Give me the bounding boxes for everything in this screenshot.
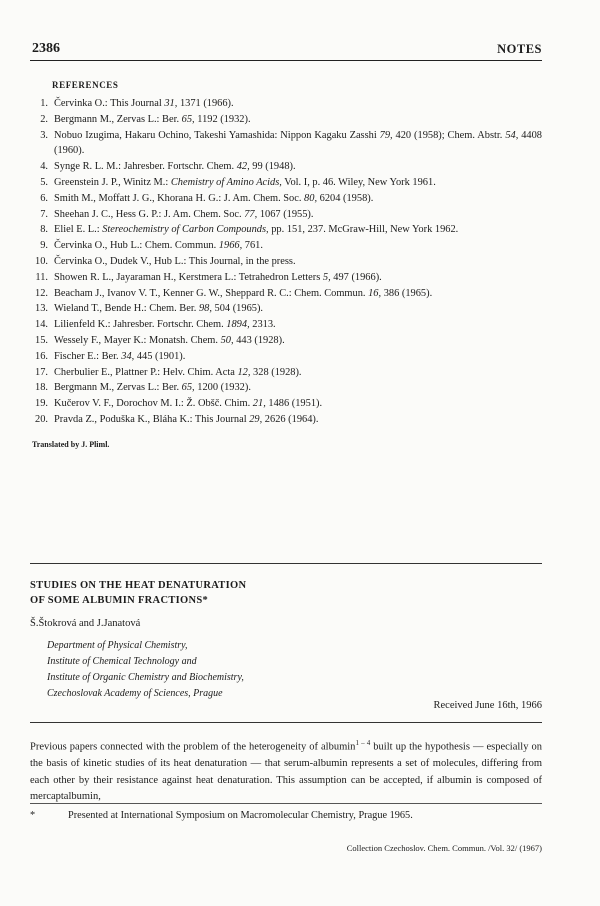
article-body-rule <box>30 722 542 723</box>
page-number: 2386 <box>32 41 60 56</box>
reference-item <box>30 112 542 128</box>
reference-segment: 386 (1965). <box>381 287 433 299</box>
reference-segment: 2313. <box>249 319 276 331</box>
reference-italic-segment: 80, <box>304 192 318 204</box>
reference-segment: Wieland T., Bende H.: Chem. Ber. <box>54 303 199 315</box>
article-title <box>30 578 246 608</box>
reference-segment: Synge R. L. M.: Jahresber. Fortschr. Chem. <box>54 161 237 173</box>
reference-item <box>30 238 542 254</box>
reference-number: 10. <box>35 255 48 267</box>
reference-text <box>54 349 542 365</box>
reference-segment: 4408 (1960). <box>54 129 542 157</box>
reference-segment: 1067 (1955). <box>257 208 314 220</box>
reference-number: 12. <box>35 287 48 299</box>
body-text-segment: built up the hypothesis — especially on the basis of kinetic studies of its heat denaturation — that serum-albumin represents a set of molecules, differing from each other by their resistance against heat denaturation. This assumption can be accepted, if albumin is composed of mercaptalbumin, <box>30 741 542 803</box>
reference-segment: 328 (1928). <box>250 366 302 378</box>
affiliation-line: Institute of Organic Chemistry and Biochemistry, <box>47 672 244 683</box>
reference-segment: Greenstein J. P., Winitz M.: <box>54 176 171 188</box>
reference-text <box>54 380 542 396</box>
reference-text <box>54 254 542 270</box>
reference-italic-segment: 79, <box>379 129 393 141</box>
reference-text <box>54 412 542 428</box>
reference-italic-segment: 1894, <box>226 319 250 331</box>
reference-segment: 1200 (1932). <box>194 382 251 394</box>
reference-segment: 6204 (1958). <box>317 192 374 204</box>
reference-italic-segment: 65, <box>181 382 195 394</box>
reference-segment: Červinka O., Dudek V., Hub L.: This Journal, in the press. <box>54 255 296 267</box>
reference-text <box>54 396 542 412</box>
reference-item <box>30 191 542 207</box>
reference-segment: 443 (1928). <box>233 334 285 346</box>
reference-text <box>54 333 542 349</box>
affiliation <box>47 638 244 702</box>
reference-segment: Showen R. L., Jayaraman H., Kerstmera L.: Tetrahedron Letters <box>54 271 323 283</box>
reference-number: 2. <box>40 113 48 125</box>
reference-segment: 1371 (1966). <box>177 98 234 109</box>
reference-item <box>30 349 542 365</box>
reference-item <box>30 333 542 349</box>
reference-text <box>54 159 542 175</box>
reference-item <box>30 175 542 191</box>
reference-text <box>54 175 542 191</box>
reference-segment: 1192 (1932). <box>194 113 251 125</box>
reference-segment: Fischer E.: Ber. <box>54 350 122 362</box>
reference-number: 9. <box>40 240 48 252</box>
reference-segment: 761. <box>242 240 263 252</box>
footnote-rule <box>30 803 542 804</box>
reference-italic-segment: 34, <box>121 350 135 362</box>
affiliation-line: Department of Physical Chemistry, <box>47 640 188 651</box>
references-heading: REFERENCES <box>52 80 119 90</box>
reference-number: 5. <box>40 176 48 188</box>
reference-text <box>54 365 542 381</box>
article-authors <box>30 618 140 629</box>
reference-italic-segment: 77, <box>244 208 258 220</box>
received-date: Received June 16th, 1966 <box>433 700 542 711</box>
footnote-text: Presented at International Symposium on Macromolecular Chemistry, Prague 1965. <box>68 810 413 821</box>
translator-note: Translated by J. Pliml. <box>32 440 110 449</box>
reference-item <box>30 396 542 412</box>
reference-segment: Červinka O.: This Journal <box>54 98 165 109</box>
reference-text <box>54 112 542 128</box>
reference-segment: Nobuo Izugima, Hakaru Ochino, Takeshi Yamashida: Nippon Kagaku Zasshi <box>54 129 380 141</box>
reference-text <box>54 301 542 317</box>
reference-number: 18. <box>35 382 48 394</box>
reference-number: 4. <box>40 161 48 173</box>
reference-italic-segment: 21, <box>252 398 266 410</box>
article-title-line: OF SOME ALBUMIN FRACTIONS* <box>30 595 209 606</box>
references-list <box>30 96 542 428</box>
reference-item <box>30 254 542 270</box>
reference-item <box>30 301 542 317</box>
reference-number: 3. <box>40 129 48 141</box>
reference-segment: 2626 (1964). <box>262 413 319 425</box>
reference-segment: Červinka O., Hub L.: Chem. Commun. <box>54 240 219 252</box>
reference-segment: 445 (1901). <box>134 350 186 362</box>
reference-segment: Sheehan J. C., Hess G. P.: J. Am. Chem. Soc. <box>54 208 245 220</box>
reference-number: 17. <box>35 366 48 378</box>
affiliation-line: Institute of Chemical Technology and <box>47 656 197 667</box>
reference-italic-segment: 1966, <box>218 240 243 252</box>
reference-segment: Pravda Z., Poduška K., Bláha K.: This Journal <box>54 413 250 425</box>
reference-italic-segment: 98, <box>198 303 212 315</box>
reference-segment: Beacham J., Ivanov V. T., Kenner G. W., Sheppard R. C.: Chem. Commun. <box>54 287 369 299</box>
reference-item <box>30 159 542 175</box>
reference-number: 6. <box>40 192 48 204</box>
reference-text <box>54 286 542 302</box>
reference-number: 15. <box>35 334 48 346</box>
reference-item <box>30 96 542 112</box>
reference-item <box>30 317 542 333</box>
reference-number: 1. <box>40 98 48 109</box>
section-name: NOTES <box>497 42 542 56</box>
reference-segment: Bergmann M., Zervas L.: Ber. <box>54 113 182 125</box>
affiliation-line: Czechoslovak Academy of Sciences, Prague <box>47 688 223 699</box>
reference-italic-segment: 29, <box>249 413 263 425</box>
reference-number: 13. <box>35 303 48 315</box>
reference-text <box>54 191 542 207</box>
reference-text <box>54 128 542 160</box>
reference-italic-segment: 42, <box>236 161 250 173</box>
reference-item <box>30 365 542 381</box>
reference-number: 11. <box>35 271 48 283</box>
reference-text <box>54 270 542 286</box>
reference-italic-segment: Chemistry of Amino Acids, <box>170 176 282 188</box>
article-title-line: STUDIES ON THE HEAT DENATURATION <box>30 580 247 591</box>
reference-segment: 504 (1965). <box>211 303 264 315</box>
reference-number: 14. <box>35 319 48 331</box>
reference-segment: Lilienfeld K.: Jahresber. Fortschr. Chem. <box>54 319 227 331</box>
reference-italic-segment: Stereochemistry of Carbon Compounds, <box>102 224 269 236</box>
reference-segment: 420 (1958); Chem. Abstr. <box>392 129 506 141</box>
reference-italic-segment: 54, <box>505 129 519 141</box>
citation-superscript: 1 – 4 <box>355 739 371 747</box>
reference-item <box>30 207 542 223</box>
reference-segment: 99 (1948). <box>249 161 296 173</box>
reference-segment: Smith M., Moffatt J. G., Khorana H. G.: J. Am. Chem. Soc. <box>54 192 305 204</box>
reference-italic-segment: 5, <box>322 271 331 283</box>
reference-item <box>30 286 542 302</box>
body-text-segment: Previous papers connected with the problem of the heterogeneity of albumin <box>30 741 356 753</box>
reference-italic-segment: 65, <box>181 113 195 125</box>
reference-text <box>54 238 542 254</box>
reference-number: 20. <box>35 413 48 425</box>
reference-segment: 1486 (1951). <box>265 398 323 410</box>
reference-text <box>54 222 542 238</box>
reference-italic-segment: 12, <box>237 366 251 378</box>
reference-text <box>54 207 542 223</box>
reference-number: 16. <box>35 350 48 362</box>
reference-item <box>30 128 542 160</box>
reference-segment: Vol. I, p. 46. Wiley, New York 1961. <box>281 176 436 188</box>
reference-number: 8. <box>40 224 48 236</box>
reference-segment: Wessely F., Mayer K.: Monatsh. Chem. <box>54 334 221 346</box>
reference-segment: Eliel E. L.: <box>54 224 103 236</box>
reference-italic-segment: 50, <box>220 334 234 346</box>
reference-item <box>30 380 542 396</box>
reference-text <box>54 96 542 112</box>
authors-text: Š.Štokrová and J.Janatová <box>30 618 141 629</box>
reference-segment: pp. 151, 237. McGraw-Hill, New York 1962. <box>268 224 459 236</box>
footnote-mark: * <box>30 810 36 821</box>
reference-italic-segment: 16, <box>368 287 382 299</box>
reference-item <box>30 412 542 428</box>
reference-segment: 497 (1966). <box>330 271 382 283</box>
reference-segment: Kučerov V. F., Dorochov M. I.: Ž. Obšč. Chim. <box>54 398 253 410</box>
running-head <box>30 38 542 61</box>
article-top-rule <box>30 563 542 564</box>
reference-segment: Bergmann M., Zervas L.: Ber. <box>54 382 182 394</box>
article-body-text <box>30 735 542 806</box>
reference-number: 7. <box>40 208 48 220</box>
journal-footer: Collection Czechoslov. Chem. Commun. /Vol. 32/ (1967) <box>346 843 542 853</box>
reference-segment: Cherbulier E., Plattner P.: Helv. Chim. Acta <box>54 366 238 378</box>
reference-number: 19. <box>35 398 48 410</box>
reference-item <box>30 222 542 238</box>
reference-text <box>54 317 542 333</box>
reference-italic-segment: 31, <box>164 98 178 109</box>
reference-item <box>30 270 542 286</box>
